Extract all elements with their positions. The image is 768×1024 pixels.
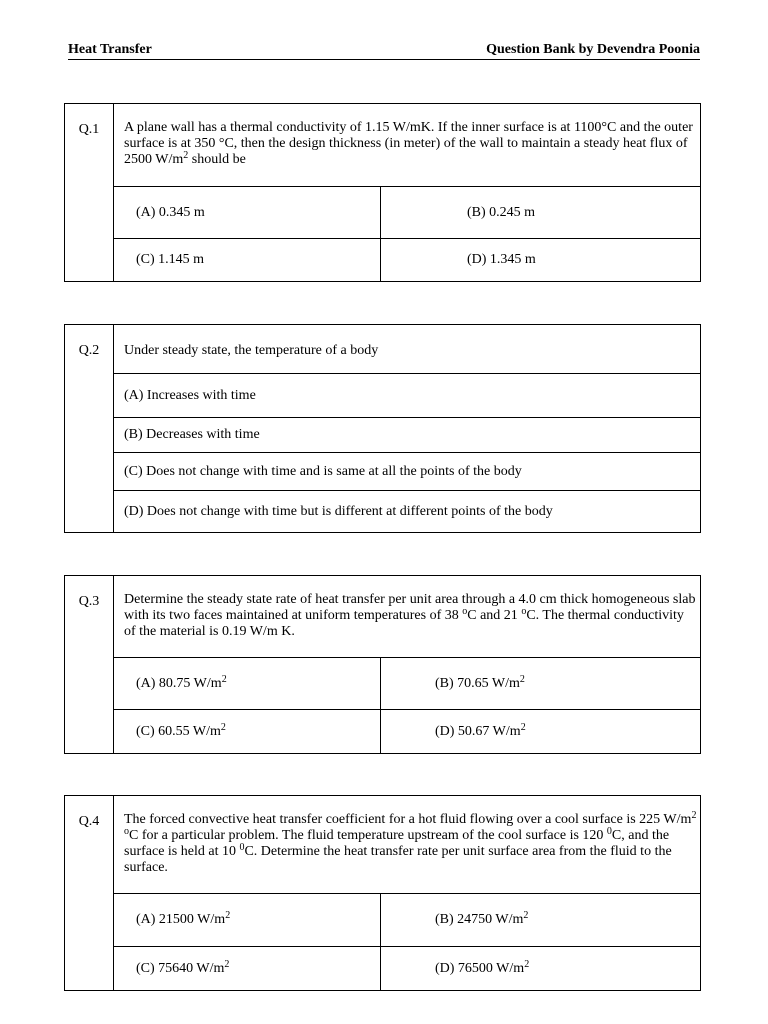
option-d: (D) 1.345 m [381,239,701,282]
option-c: (C) 1.145 m [114,239,381,282]
question-number: Q.3 [65,576,114,754]
header-author: Question Bank by Devendra Poonia [486,42,700,57]
page-header [68,42,700,60]
question-stem: The forced convective heat transfer coefficient for a hot fluid flowing over a cool surface is 225 $W/m^2$ $^o$C for a particular problem. The fluid temperature upstream of the cool surface is 120 $^0$C, and the surface is held at 10 $^0$C. Determine the heat transfer rate per unit surface area from the fluid to the surface. [114,796,701,894]
option-c: (C) Does not change with time and is same at all the points of the body [114,453,701,491]
question-stem: Determine the steady state rate of heat transfer per unit area through a 4.0 cm thick homogeneous slab with its two faces maintained at uniform temperatures of 38 $^o$C and 21 $^o$C. The thermal conductivity of the material is 0.19 W/m K. [114,576,701,658]
option-a: (A) 80.75 $W/m^2$ [114,658,381,710]
option-d: (D) 50.67 $W/m^2$ [381,710,701,754]
question-1-table [64,103,701,282]
option-a: (A) Increases with time [114,374,701,418]
question-number: Q.1 [65,104,114,282]
option-b: (B) 0.245 m [381,187,701,239]
question-stem: A plane wall has a thermal conductivity of 1.15 W/mK. If the inner surface is at 1100°C and the outer surface is at 350 °C, then the design thickness (in meter) of the wall to maintain a steady heat flux of 2500 $W/m^2$ should be [114,104,701,187]
option-d: (D) Does not change with time but is different at different points of the body [114,491,701,533]
option-a: (A) 21500 $W/m^2$ [114,894,381,947]
option-b: (B) 24750 $W/m^2$ [381,894,701,947]
question-number: Q.4 [65,796,114,991]
question-4-table [64,795,701,991]
option-c: (C) 60.55 $W/m^2$ [114,710,381,754]
question-stem: Under steady state, the temperature of a body [114,325,701,374]
option-c: (C) 75640 $W/m^2$ [114,947,381,991]
option-d: (D) 76500 $W/m^2$ [381,947,701,991]
option-b: (B) Decreases with time [114,418,701,453]
question-3-table [64,575,701,754]
header-subject: Heat Transfer [68,42,152,57]
question-number: Q.2 [65,325,114,533]
option-b: (B) 70.65 $W/m^2$ [381,658,701,710]
option-a: (A) 0.345 m [114,187,381,239]
question-2-table [64,324,701,533]
